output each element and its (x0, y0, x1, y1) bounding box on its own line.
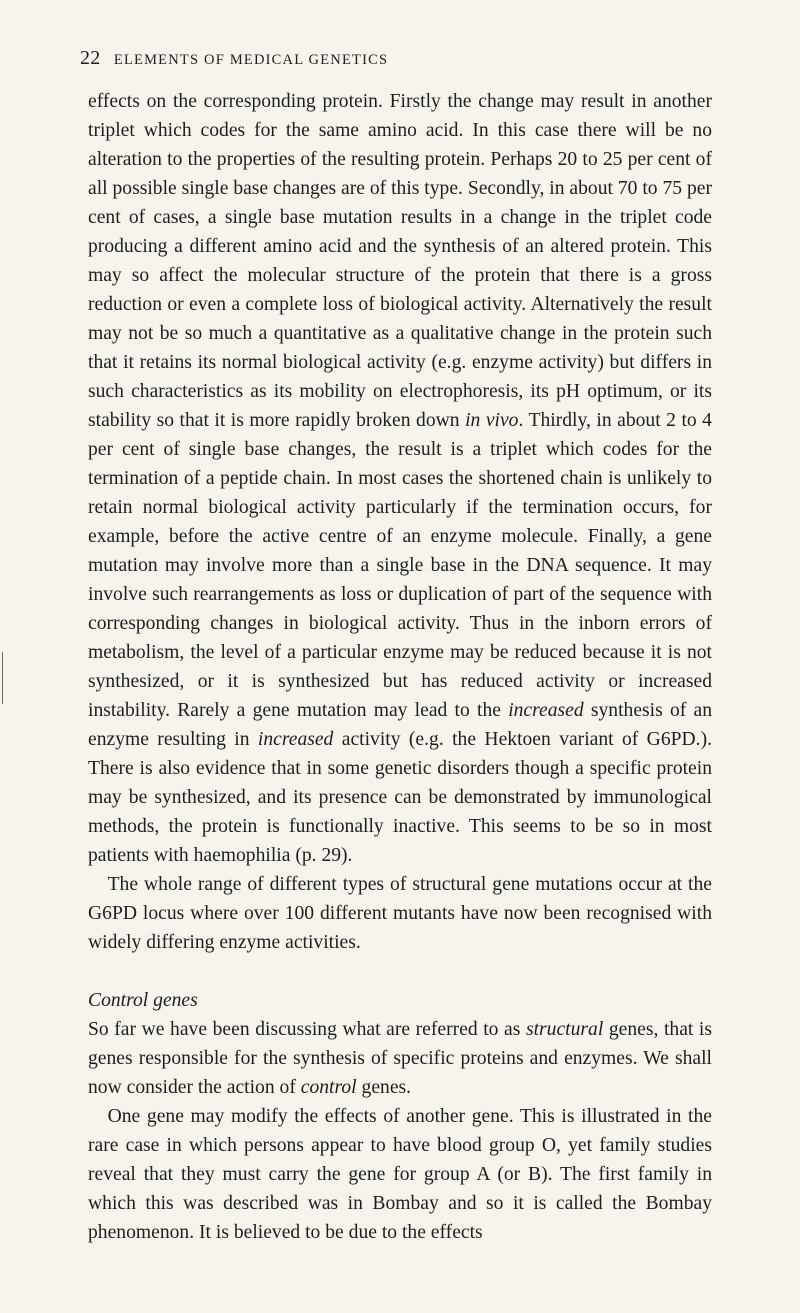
page-number: 22 (80, 47, 101, 69)
text-run: So far we have been discussing what are referred to as (88, 1019, 526, 1040)
text-run: One gene may modify the effects of another gene. This is illustrated in the rare case in which persons appear to have blood group O, yet family studies reveal that they must carry the gene for group A (or B). The first family in which this was described was in Bombay and so it is called the Bombay phenomenon. It is believed to be due to the effects (88, 1106, 712, 1243)
italic-run: control (300, 1077, 357, 1098)
paragraph-1 (88, 87, 712, 870)
running-head (80, 47, 388, 70)
section-gap (88, 957, 712, 986)
paragraph-4 (88, 1102, 712, 1247)
text-run: genes. (356, 1077, 412, 1098)
text-run: genes, that is genes responsible for the synthesis of specific proteins and enzymes. We shall now consider the action of (88, 1019, 712, 1098)
italic-run: increased (257, 729, 334, 750)
section-heading: Control genes (88, 990, 198, 1011)
italic-run: increased (508, 700, 584, 721)
italic-run: in vivo (465, 410, 519, 431)
text-run: The whole range of different types of structural gene mutations occur at the G6PD locus where over 100 different mutants have now been recognised with widely differing enzyme activities. (88, 874, 712, 953)
margin-line (2, 652, 3, 704)
paragraph-2 (88, 870, 712, 957)
paragraph-3 (88, 1015, 712, 1102)
text-run: effects on the corresponding protein. Firstly the change may result in another triplet which codes for the same amino acid. In this case there will be no alteration to the properties of the resulting protein. Perhaps 20 to 25 per cent of all possible single base changes are of this type. Secondly, in about 70 to 75 per cent of cases, a single base mutation results in a change in the triplet code producing a different amino acid and the synthesis of an altered protein. This may so affect the molecular structure of the protein that there is a gross reduction or even a complete loss of biological activity. Alternatively the result may not be so much a quantitative as a qualitative change in the protein such that it retains its normal biological activity (e.g. enzyme activity) but differs in such characteristics as its mobility on electrophoresis, its pH optimum, or its stability so that it is more rapidly broken down (88, 91, 712, 431)
text-run: synthesis of an enzyme resulting in (88, 700, 712, 750)
text-run: . Thirdly, in about 2 to 4 per cent of single base changes, the result is a triplet which codes for the termination of a peptide chain. In most cases the shortened chain is unlikely to retain normal biological activity particularly if the termination occurs, for example, before the active centre of an enzyme molecule. Finally, a gene mutation may involve more than a single base in the DNA sequence. It may involve such rearrangements as loss or duplication of part of the sequence with corresponding changes in biological activity. Thus in the inborn errors of metabolism, the level of a particular enzyme may be reduced because it is not synthesized, or it is synthesized but has reduced activity or increased instability. Rarely a gene mutation may lead to the (88, 410, 712, 721)
running-title: ELEMENTS OF MEDICAL GENETICS (113, 52, 389, 68)
italic-run: structural (525, 1019, 604, 1040)
body-text (88, 87, 712, 1247)
text-run: activity (e.g. the Hektoen variant of G6PD.). There is also evidence that in some genetic disorders though a specific protein may be synthesized, and its presence can be demonstrated by immunological methods, the protein is functionally inactive. This seems to be so in most patients with haemophilia (p. 29). (88, 729, 713, 866)
